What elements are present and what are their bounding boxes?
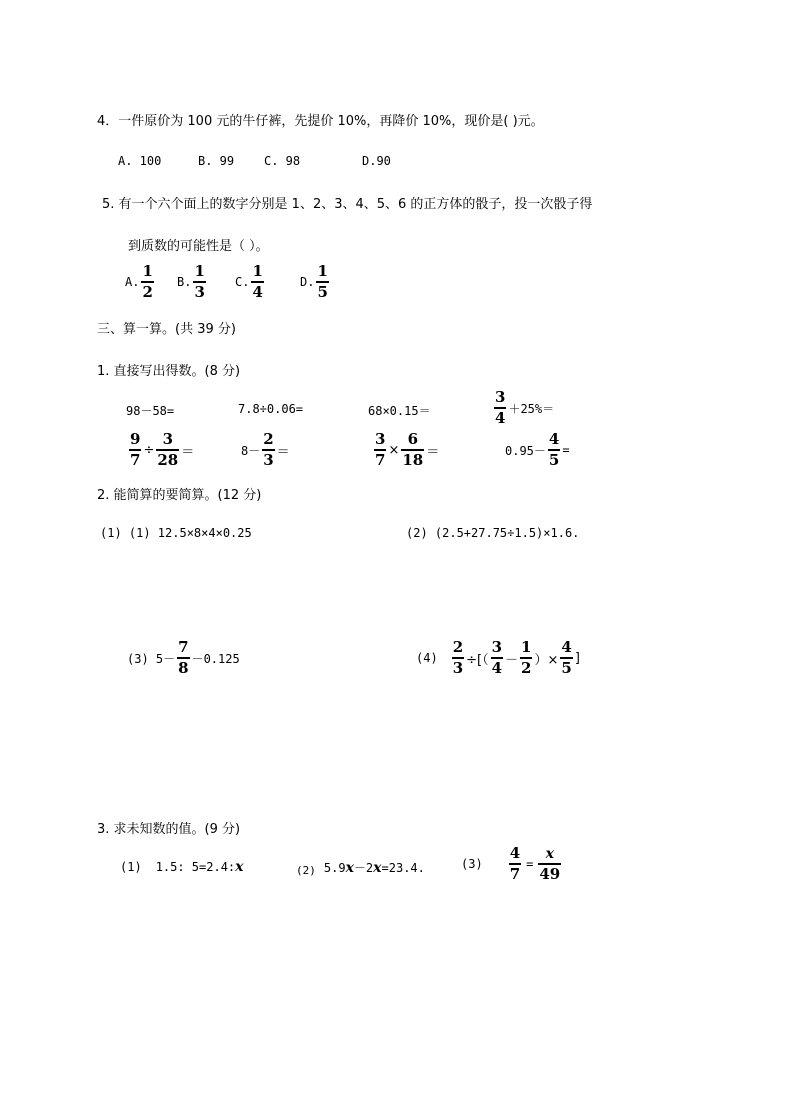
fraction: $\frac{3}{4}$ (495, 388, 506, 427)
fraction: $\frac{4}{7}$ (509, 844, 521, 883)
expr-6: 8－ $\frac{2}{3}$ ＝ (241, 430, 290, 469)
variable-x: x (235, 859, 244, 875)
variable-x: x (345, 859, 354, 876)
expr-8: 0.95－ $\frac{4}{5}$ = (505, 430, 570, 469)
expr-7: $\frac{3}{7}$ × $\frac{6}{18}$ ＝ (375, 430, 440, 469)
expr-4: $\frac{3}{4}$ ＋25%＝ (495, 388, 555, 427)
question-5-line1: 5. 有一个六个面上的数字分别是 1、2、3、4、5、6 的正方体的骰子，投一次骰子得 (102, 197, 593, 212)
fraction: $\frac{1}{2}$ (521, 638, 532, 677)
fraction: $\frac{6}{18}$ (402, 430, 424, 469)
expr-1: 98－58= (126, 404, 175, 418)
fraction: $\frac{3}{28}$ (157, 430, 179, 469)
q4-option-b: B. 99 (198, 154, 235, 168)
expr-2: 7.8÷0.06= (238, 402, 304, 416)
q4-option-d: D.90 (362, 154, 391, 168)
q4-option-c: C. 98 (264, 154, 301, 168)
expr-5: $\frac{9}{7}$ ÷ $\frac{3}{28}$ ＝ (130, 430, 195, 469)
q5-option-b-label: B. (177, 275, 192, 289)
fraction: $\frac{9}{7}$ (130, 430, 141, 469)
fraction: $\frac{7}{8}$ (178, 638, 189, 677)
q5-option-b (177, 264, 208, 300)
part-2-title: 2. 能简算的要简算。(12 分) (97, 488, 262, 503)
fraction: $\frac{1}{3}$ (194, 262, 205, 301)
question-5-line2: 到质数的可能性是（ ）。 (128, 239, 269, 254)
simplify-item-4: (4) $\frac{2}{3}$ ÷[（ $\frac{3}{4}$ － $\frac{1}{2}$ ）× $\frac{4}{5}$ ] (416, 638, 580, 677)
fraction: $\frac{4}{5}$ (561, 638, 572, 677)
part-1-title: 1. 直接写出得数。(8 分) (97, 364, 241, 379)
q5-option-d-label: D. (300, 275, 315, 289)
fraction: $\frac{3}{7}$ (375, 430, 386, 469)
simplify-item-3: (3) 5－ $\frac{7}{8}$ －0.125 (127, 638, 240, 677)
fraction: $\frac{1}{5}$ (317, 262, 328, 301)
fraction: $\frac{2}{3}$ (452, 638, 464, 677)
fraction: $\frac{3}{4}$ (491, 638, 503, 677)
fraction: $\frac{4}{5}$ (548, 430, 560, 469)
equation-1: (1) 1.5: 5=2.4: x (120, 859, 244, 875)
simplify-item-1: (1) (1) 12.5×8×4×0.25 (100, 526, 252, 540)
simplify-item-2: (2) (2.5+27.75÷1.5)×1.6. (406, 526, 580, 540)
question-4-text: 4．一件原价为 100 元的牛仔裤，先提价 10%，再降价 10%，现价是( )元。 (97, 114, 544, 129)
section-3-title: 三、算一算。(共 39 分) (97, 322, 236, 337)
fraction: $\frac{x}{49}$ (539, 845, 561, 883)
q5-option-d (300, 264, 331, 300)
q5-option-a (125, 264, 156, 300)
expr-3: 68×0.15＝ (368, 404, 431, 418)
variable-x: x (373, 859, 382, 876)
part-3-title: 3. 求未知数的值。(9 分) (97, 822, 241, 837)
fraction: $\frac{1}{4}$ (252, 262, 263, 301)
fraction: $\frac{1}{2}$ (142, 262, 153, 301)
q4-option-a: A. 100 (118, 154, 162, 168)
variable-x: x (545, 845, 554, 862)
equation-3: (3) $\frac{4}{7}$ = $\frac{x}{49}$ (461, 844, 561, 883)
q5-option-a-label: A. (125, 275, 140, 289)
fraction: $\frac{2}{3}$ (263, 430, 274, 469)
equation-2: (2) 5.9 x －2 x =23.4. (296, 859, 425, 877)
q5-option-c-label: C. (235, 275, 250, 289)
q5-option-c (235, 264, 266, 300)
